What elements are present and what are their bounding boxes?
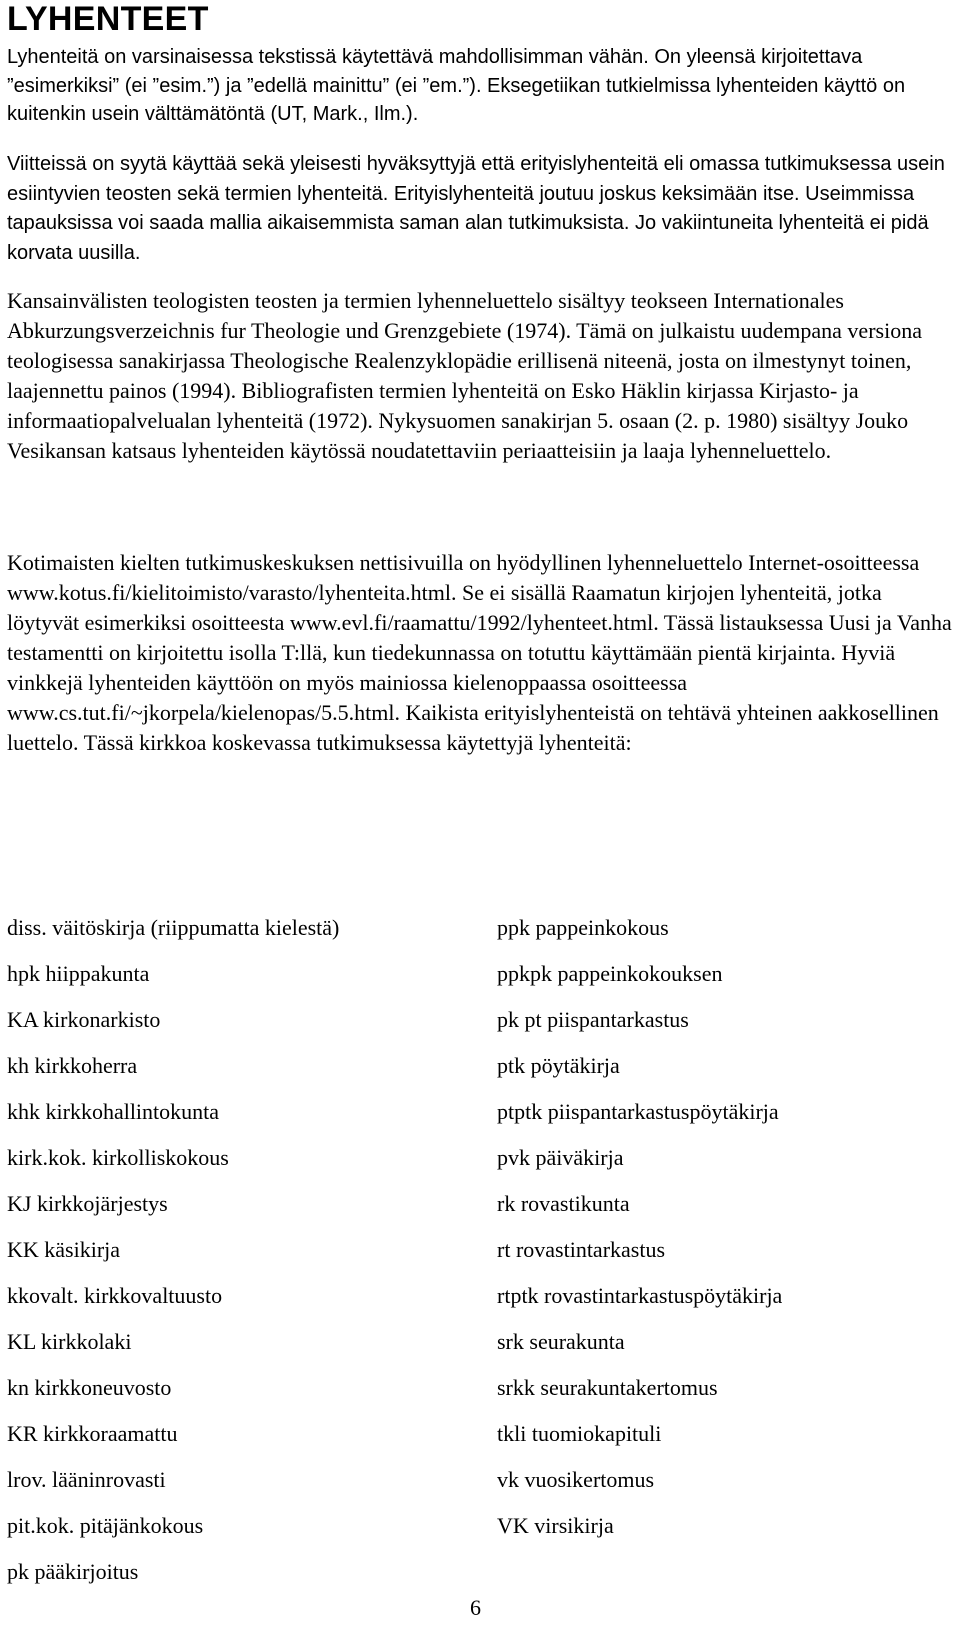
- abbreviation-item: ptk pöytäkirja: [497, 1053, 620, 1078]
- abbreviation-item: KA kirkonarkisto: [7, 1007, 161, 1032]
- abbreviation-list-left: [7, 913, 339, 1603]
- international-abbreviations-paragraph: Kansainvälisten teologisten teosten ja termien lyhenneluettelo sisältyy teokseen Internationales Abkurzungsverzeichnis fur Theologie und Grenzgebiete (1974). Tämä on julkaistu uudempana versiona teologisessa sanakirjassa Theologische Realenzyklopädie erillisenä niteenä, josta on ilmestynyt toinen, laajennettu painos (1994). Bibliografisten termien lyhenteitä on Esko Häklin kirjassa Kirjasto- ja informaatiopalvelualan lyhenteitä (1972). Nykysuomen sanakirjan 5. osaan (2. p. 1980) sisältyy Jouko Vesikansan katsaus lyhenteiden käytössä noudatettaviin periaatteisiin ja laaja lyhenneluettelo.: [7, 288, 922, 463]
- abbreviation-item: hpk hiippakunta: [7, 961, 150, 986]
- abbreviation-item: KJ kirkkojärjestys: [7, 1191, 168, 1216]
- abbreviation-item: KR kirkkoraamattu: [7, 1421, 178, 1446]
- abbreviation-item: tkli tuomiokapituli: [497, 1421, 662, 1446]
- abbreviation-item: vk vuosikertomus: [497, 1467, 655, 1492]
- abbreviation-item: pit.kok. pitäjänkokous: [7, 1513, 204, 1538]
- abbreviation-item: ptptk piispantarkastuspöytäkirja: [497, 1099, 779, 1124]
- abbreviation-item: srk seurakunta: [497, 1329, 625, 1354]
- abbreviation-item: pk pt piispantarkastus: [497, 1007, 689, 1032]
- intro-paragraph: Lyhenteitä on varsinaisessa tekstissä käytettävä mahdollisimman vähän. On yleensä kirjoitettava ”esimerkiksi” (ei ”esim.”) ja ”edellä mainittu” (ei ”em.”). Eksegetiikan tutkielmissa lyhenteiden käyttö on kuitenkin usein välttämätöntä (UT, Mark., Ilm.).: [7, 46, 906, 125]
- abbreviation-item: rtptk rovastintarkastuspöytäkirja: [497, 1283, 783, 1308]
- abbreviation-list-right: [497, 913, 782, 1557]
- abbreviation-item: rt rovastintarkastus: [497, 1237, 666, 1262]
- abbreviation-item: srkk seurakuntakertomus: [497, 1375, 718, 1400]
- page-heading: LYHENTEET: [7, 0, 209, 38]
- abbreviation-item: rk rovastikunta: [497, 1191, 630, 1216]
- abbreviation-item: khk kirkkohallintokunta: [7, 1099, 220, 1124]
- abbreviation-item: kirk.kok. kirkolliskokous: [7, 1145, 229, 1170]
- abbreviation-item: lrov. lääninrovasti: [7, 1467, 166, 1492]
- abbreviation-item: diss. väitöskirja (riippumatta kielestä): [7, 915, 340, 940]
- abbreviation-item: ppk pappeinkokous: [497, 915, 669, 940]
- online-resources-paragraph: Kotimaisten kielten tutkimuskeskuksen nettisivuilla on hyödyllinen lyhenneluettelo Internet-osoitteessa www.kotus.fi/kielitoimisto/varasto/lyhenteita.html. Se ei sisällä Raamatun kirjojen lyhenteitä, jotka löytyvät esimerkiksi osoitteesta www.evl.fi/raamattu/1992/lyhenteet.html. Tässä listauksessa Uusi ja Vanha testamentti on kirjoitettu isolla T:llä, kun tiedekunnassa on totuttu käyttämään pientä kirjainta. Hyviä vinkkejä lyhenteiden käyttöön on myös mainiossa kielenoppaassa osoitteessa www.cs.tut.fi/~jkorpela/kielenopas/5.5.html. Kaikista erityislyhenteistä on tehtävä yhteinen aakkosellinen luettelo. Tässä kirkkoa koskevassa tutkimuksessa käytettyjä lyhenteitä:: [7, 550, 952, 755]
- abbreviation-item: KK käsikirja: [7, 1237, 121, 1262]
- abbreviation-item: kh kirkkoherra: [7, 1053, 138, 1078]
- abbreviation-item: kn kirkkoneuvosto: [7, 1375, 172, 1400]
- footnote-abbreviations-paragraph: Viitteissä on syytä käyttää sekä yleisesti hyväksyttyjä että erityislyhenteitä eli omassa tutkimuksessa usein esiintyvien teosten sekä termien lyhenteitä. Erityislyhenteitä joutuu joskus keksimään itse. Useimmissa tapauksissa voi saada mallia aikaisemmista saman alan tutkimuksista. Jo vakiintuneita lyhenteitä ei pidä korvata uusilla.: [7, 153, 945, 264]
- abbreviation-item: pk pääkirjoitus: [7, 1559, 139, 1584]
- abbreviation-item: KL kirkkolaki: [7, 1329, 132, 1354]
- abbreviation-item: VK virsikirja: [497, 1513, 614, 1538]
- abbreviation-item: pvk päiväkirja: [497, 1145, 624, 1170]
- abbreviation-item: kkovalt. kirkkovaltuusto: [7, 1283, 223, 1308]
- abbreviation-item: ppkpk pappeinkokouksen: [497, 961, 723, 986]
- page-number: 6: [470, 1595, 481, 1620]
